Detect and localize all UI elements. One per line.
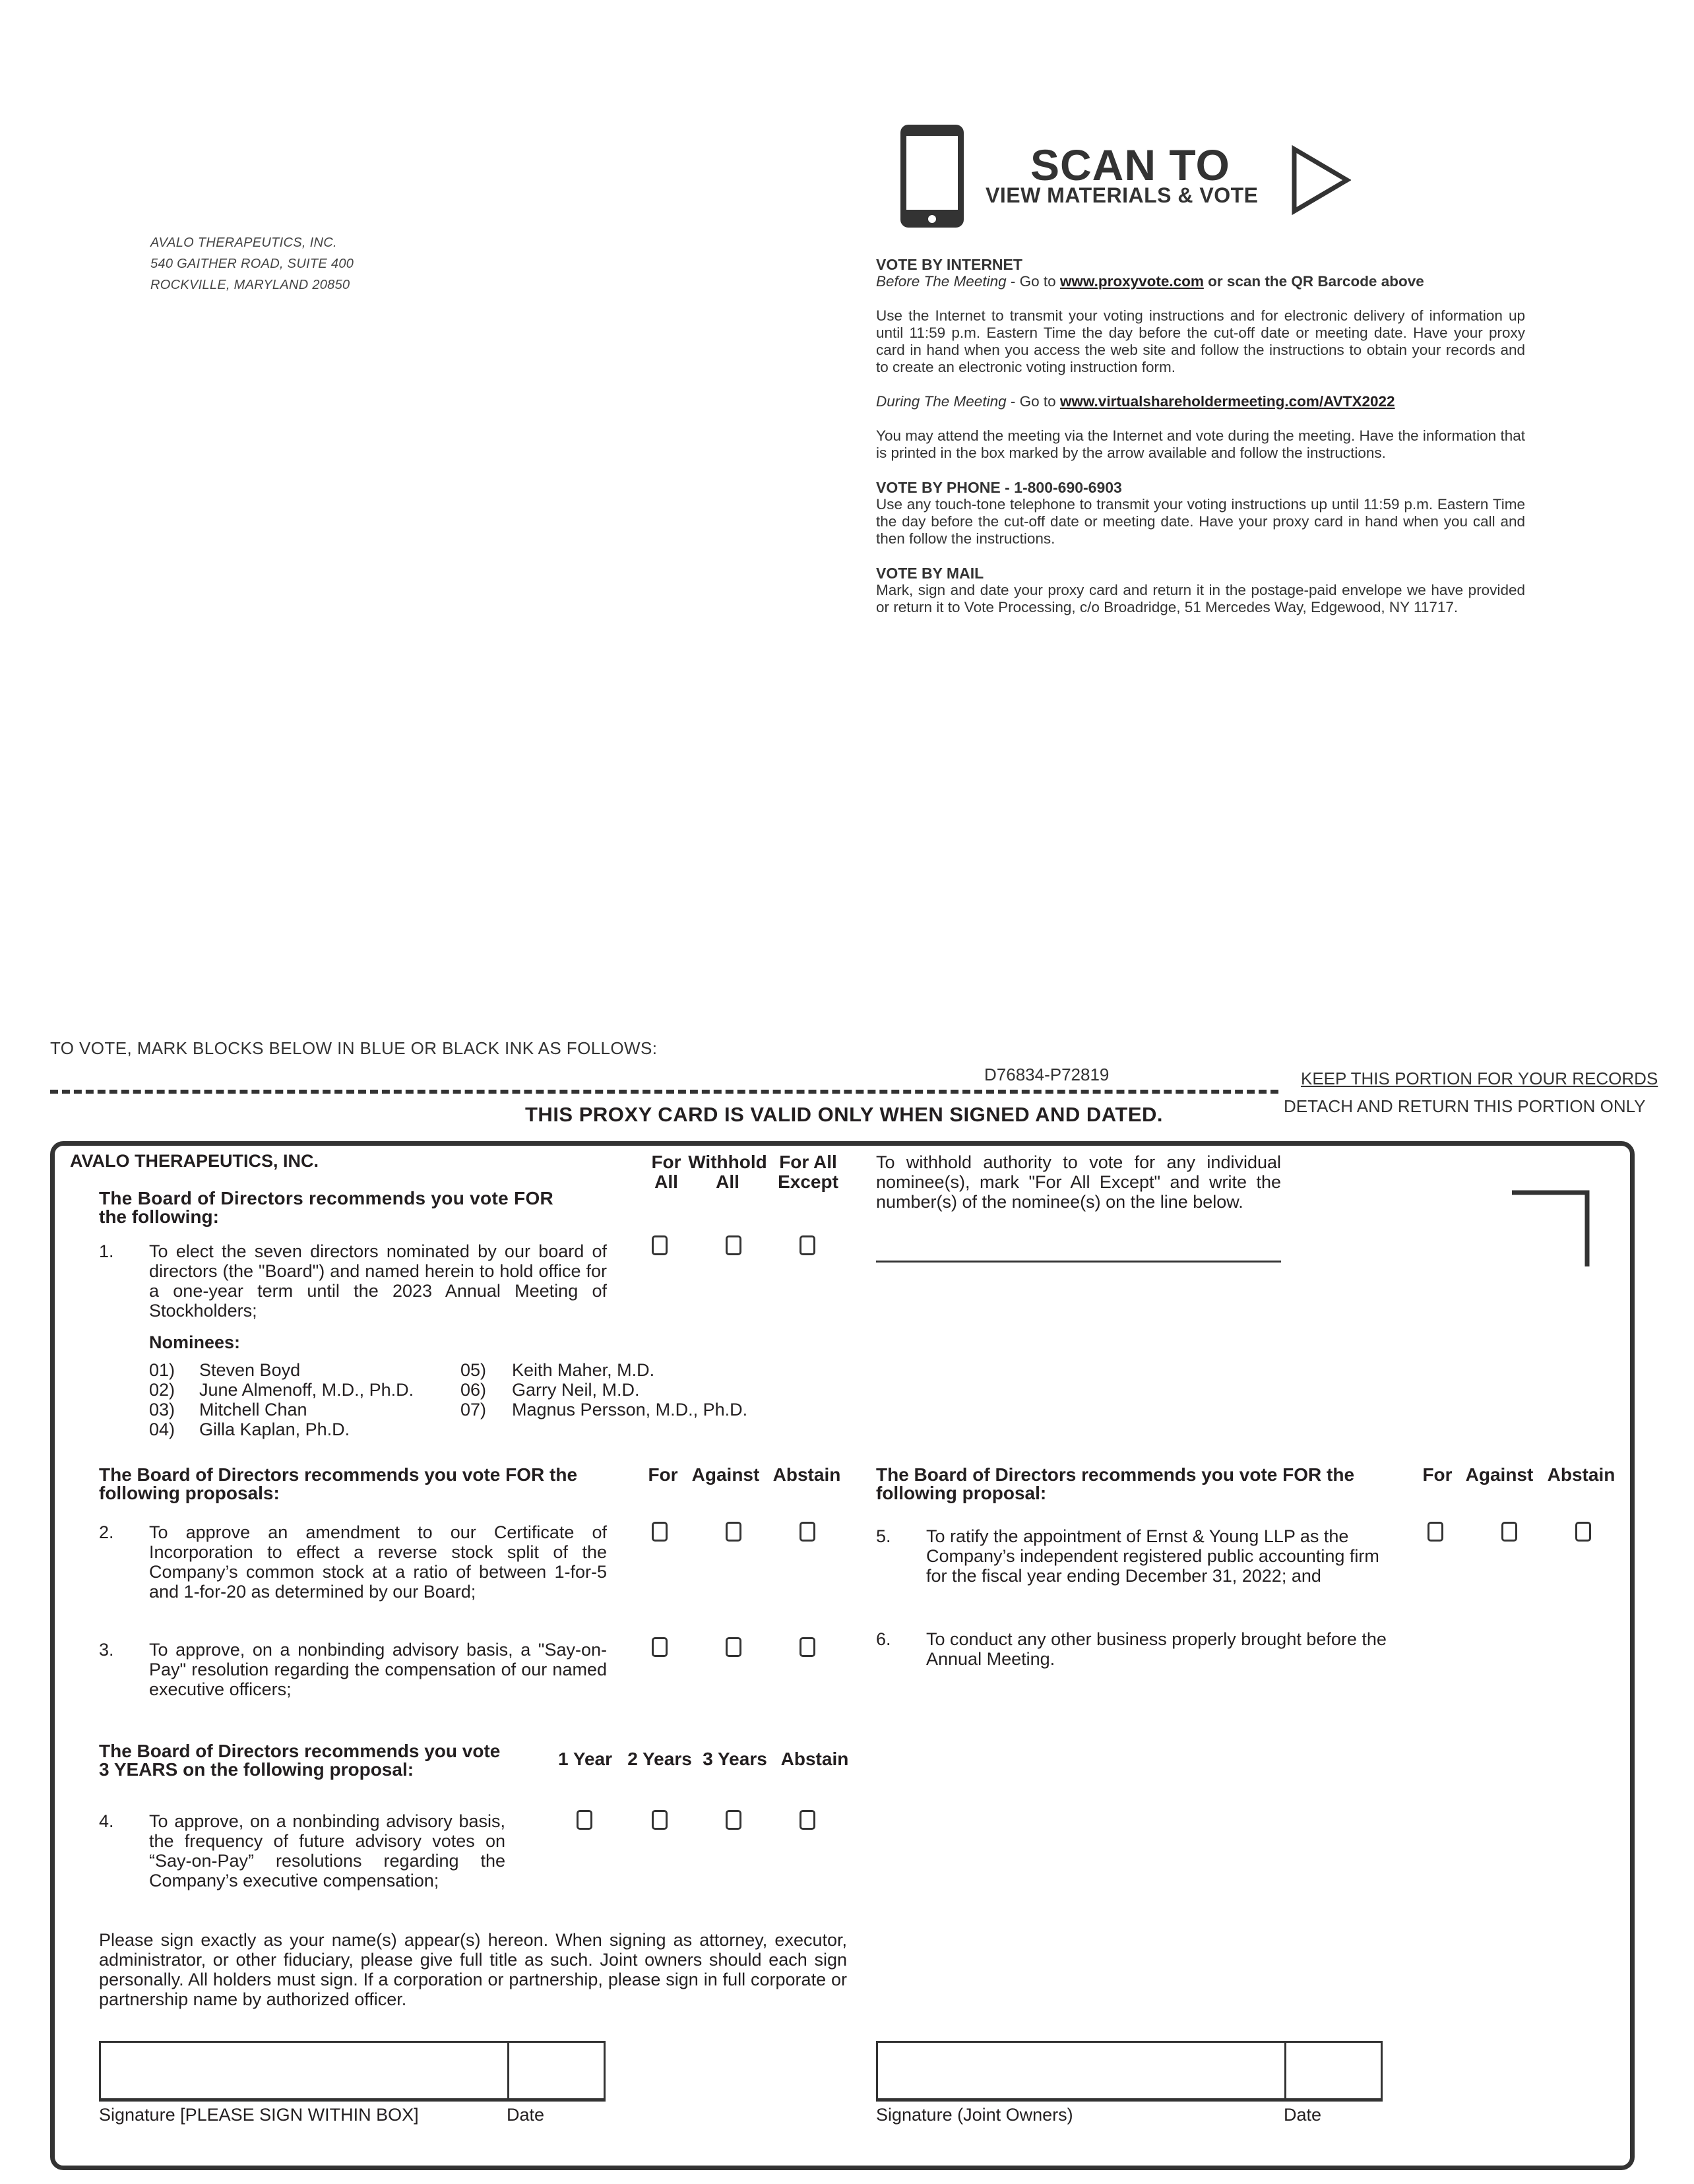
proxyvote-link[interactable]: www.proxyvote.com (1059, 273, 1204, 290)
address-line-3: ROCKVILLE, MARYLAND 20850 (150, 278, 350, 292)
rec-3-line-1: The Board of Directors recommends you vote FOR the (876, 1464, 1355, 1485)
item-4-2-years-checkbox[interactable] (652, 1810, 668, 1830)
voting-instructions (876, 256, 1525, 616)
date-label: Date (507, 2105, 545, 2125)
during-body: You may attend the meeting via the Internet and vote during the meeting. Have the information that is printed in the box marked by the arrow available and follow the instructions. (876, 427, 1525, 461)
item-1-for-all-except-checkbox[interactable] (800, 1235, 815, 1255)
valid-notice: THIS PROXY CARD IS VALID ONLY WHEN SIGNED AND DATED. (525, 1103, 1164, 1126)
item-3-for-checkbox[interactable] (652, 1637, 668, 1657)
col-abstain-years: Abstain (780, 1749, 849, 1769)
col-for-all-except: For All Except (778, 1152, 838, 1192)
withhold-instructions: To withhold authority to vote for any individual nominee(s), mark "For All Except" and write the number(s) of the nominee(s) on the line below. (876, 1152, 1281, 1212)
item-4-abstain-checkbox[interactable] (800, 1810, 815, 1830)
item-5-text: To ratify the appointment of Ernst & Young LLP as the Company’s independent registered public accounting firm for the fiscal year ending December 31, 2022; and (926, 1526, 1379, 1586)
mail-body: Mark, sign and date your proxy card and return it in the postage-paid envelope we have provided or return it to Vote Processing, c/o Broadridge, 51 Mercedes Way, Edgewood, NY 11717. (876, 582, 1525, 615)
smartphone-icon (898, 123, 966, 230)
rec-2-line-2: following proposals: (99, 1483, 280, 1503)
item-3-abstain-checkbox[interactable] (800, 1637, 815, 1657)
col-for: For (648, 1464, 678, 1485)
nominee-06-name: Garry Neil, M.D. (512, 1380, 640, 1400)
nominee-07-name: Magnus Persson, M.D., Ph.D. (512, 1400, 748, 1420)
keep-portion-label: KEEP THIS PORTION FOR YOUR RECORDS (1301, 1069, 1658, 1088)
col-against-right: Against (1465, 1464, 1534, 1485)
corner-mark-icon (1512, 1190, 1590, 1266)
signature-box[interactable] (99, 2041, 606, 2102)
col-1-year: 1 Year (557, 1749, 613, 1769)
item-4-3-years-checkbox[interactable] (726, 1810, 741, 1830)
col-abstain: Abstain (772, 1464, 841, 1485)
col-abstain-right: Abstain (1547, 1464, 1616, 1485)
item-1-for-all-checkbox[interactable] (652, 1235, 668, 1255)
before-meeting-line (876, 273, 1525, 290)
item-2-against-checkbox[interactable] (726, 1522, 741, 1542)
item-1-text: To elect the seven directors nominated by our board of directors (the "Board") and named herein to hold office for a one-year term until the 2023 Annual Meeting of Stockholders; (149, 1241, 607, 1321)
mark-instructions: TO VOTE, MARK BLOCKS BELOW IN BLUE OR BLACK INK AS FOLLOWS: (50, 1038, 658, 1058)
detach-line (50, 1090, 1278, 1094)
virtual-meeting-link[interactable]: www.virtualshareholdermeeting.com/AVTX2022 (1059, 393, 1395, 410)
item-3-against-checkbox[interactable] (726, 1637, 741, 1657)
rec-1-line-2: the following: (99, 1206, 219, 1227)
phone-heading: VOTE BY PHONE - 1-800-690-6903 (876, 479, 1122, 496)
nominee-04-name: Gilla Kaplan, Ph.D. (199, 1420, 350, 1439)
scan-title: SCAN TO (1030, 140, 1230, 189)
before-mid: - Go to (1006, 273, 1060, 290)
col-for-all: For All (651, 1152, 681, 1192)
signing-instructions: Please sign exactly as your name(s) appear(s) hereon. When signing as attorney, executor, administrator, or other fiduciary, please give full title as such. Joint owners should each sign personally. All holders must sign. If a corporation or partnership, please sign in full corporate or partnership name by authorized officer. (99, 1930, 847, 2009)
nominee-01-num: 01) (149, 1360, 175, 1380)
date-box-divider (507, 2043, 509, 2098)
item-1-withhold-all-checkbox[interactable] (726, 1235, 741, 1255)
item-5-abstain-checkbox[interactable] (1575, 1522, 1591, 1542)
nominee-03-num: 03) (149, 1400, 175, 1420)
rec-4-line-2: 3 YEARS on the following proposal: (99, 1759, 414, 1780)
phone-body: Use any touch-tone telephone to transmit your voting instructions up until 11:59 p.m. Eastern Time the day before the cut-off date or meeting date. Have your proxy card in hand when you call and then follow the instructions. (876, 496, 1525, 547)
item-2-for-checkbox[interactable] (652, 1522, 668, 1542)
address-line-1: AVALO THERAPEUTICS, INC. (150, 235, 337, 250)
nominee-04-num: 04) (149, 1420, 175, 1439)
item-4-text: To approve, on a nonbinding advisory basis, the frequency of future advisory votes on “Say-on-Pay” resolutions regarding the Company’s executive compensation; (149, 1811, 505, 1890)
item-3-number: 3. (99, 1640, 114, 1660)
nominee-02-name: June Almenoff, M.D., Ph.D. (199, 1380, 414, 1400)
col-for-right: For (1422, 1464, 1453, 1485)
during-mid: - Go to (1006, 393, 1060, 410)
joint-date-box-divider (1284, 2043, 1286, 2098)
except-nominee-line[interactable] (876, 1261, 1281, 1263)
col-against: Against (691, 1464, 760, 1485)
nominee-07-num: 07) (460, 1400, 487, 1420)
nominee-05-num: 05) (460, 1360, 487, 1380)
joint-signature-label: Signature (Joint Owners) (876, 2105, 1073, 2125)
detach-portion-label: DETACH AND RETURN THIS PORTION ONLY (1284, 1096, 1646, 1116)
item-5-against-checkbox[interactable] (1501, 1522, 1517, 1542)
nominee-06-num: 06) (460, 1380, 487, 1400)
signature-label: Signature [PLEASE SIGN WITHIN BOX] (99, 2105, 419, 2125)
item-2-text: To approve an amendment to our Certificate of Incorporation to effect a reverse stock split of the Company’s common stock at a ratio of between 1-for-5 and 1-for-20 as determined by our Board; (149, 1522, 607, 1602)
nominee-01-name: Steven Boyd (199, 1360, 301, 1380)
play-arrow-icon (1290, 145, 1351, 215)
item-3-text: To approve, on a nonbinding advisory basis, a "Say-on-Pay" resolution regarding the compensation of our named executive officers; (149, 1640, 607, 1699)
item-1-number: 1. (99, 1241, 114, 1261)
rec-2-line-1: The Board of Directors recommends you vote FOR the (99, 1464, 578, 1485)
rec-1-line-1: The Board of Directors recommends you vote FOR (99, 1188, 554, 1208)
item-5-number: 5. (876, 1526, 891, 1546)
rec-3-line-2: following proposal: (876, 1483, 1047, 1503)
control-number: D76834-P72819 (984, 1065, 1110, 1084)
item-5-for-checkbox[interactable] (1427, 1522, 1443, 1542)
card-company-name: AVALO THERAPEUTICS, INC. (70, 1151, 319, 1171)
rec-4-line-1: The Board of Directors recommends you vote (99, 1741, 501, 1761)
before-tail: or scan the QR Barcode above (1203, 273, 1424, 290)
item-2-number: 2. (99, 1522, 114, 1542)
col-3-years: 3 Years (703, 1749, 767, 1769)
nominee-05-name: Keith Maher, M.D. (512, 1360, 655, 1380)
nominee-03-name: Mitchell Chan (199, 1400, 307, 1420)
col-withhold-all: Withhold All (688, 1152, 767, 1192)
internet-heading: VOTE BY INTERNET (876, 256, 1022, 273)
item-6-text: To conduct any other business properly brought before the Annual Meeting. (926, 1629, 1387, 1669)
nominee-02-num: 02) (149, 1380, 175, 1400)
address-line-2: 540 GAITHER ROAD, SUITE 400 (150, 257, 354, 271)
item-4-number: 4. (99, 1811, 114, 1831)
item-2-abstain-checkbox[interactable] (800, 1522, 815, 1542)
during-label: During The Meeting (876, 393, 1007, 410)
joint-date-label: Date (1284, 2105, 1322, 2125)
scan-subtitle: VIEW MATERIALS & VOTE (986, 183, 1259, 207)
company-address (150, 232, 354, 296)
col-2-years: 2 Years (627, 1749, 692, 1769)
item-4-1-year-checkbox[interactable] (577, 1810, 592, 1830)
during-meeting-line (876, 393, 1525, 410)
internet-body: Use the Internet to transmit your voting instructions and for electronic delivery of information up until 11:59 p.m. Eastern Time the day before the cut-off date or meeting date. Have your proxy card in hand when you access the web site and follow the instructions to obtain your records and to create an electronic voting instruction form. (876, 307, 1525, 375)
mail-heading: VOTE BY MAIL (876, 565, 984, 582)
item-6-number: 6. (876, 1629, 891, 1649)
before-label: Before The Meeting (876, 273, 1007, 290)
joint-signature-box[interactable] (876, 2041, 1383, 2102)
nominees-label: Nominees: (149, 1332, 241, 1352)
